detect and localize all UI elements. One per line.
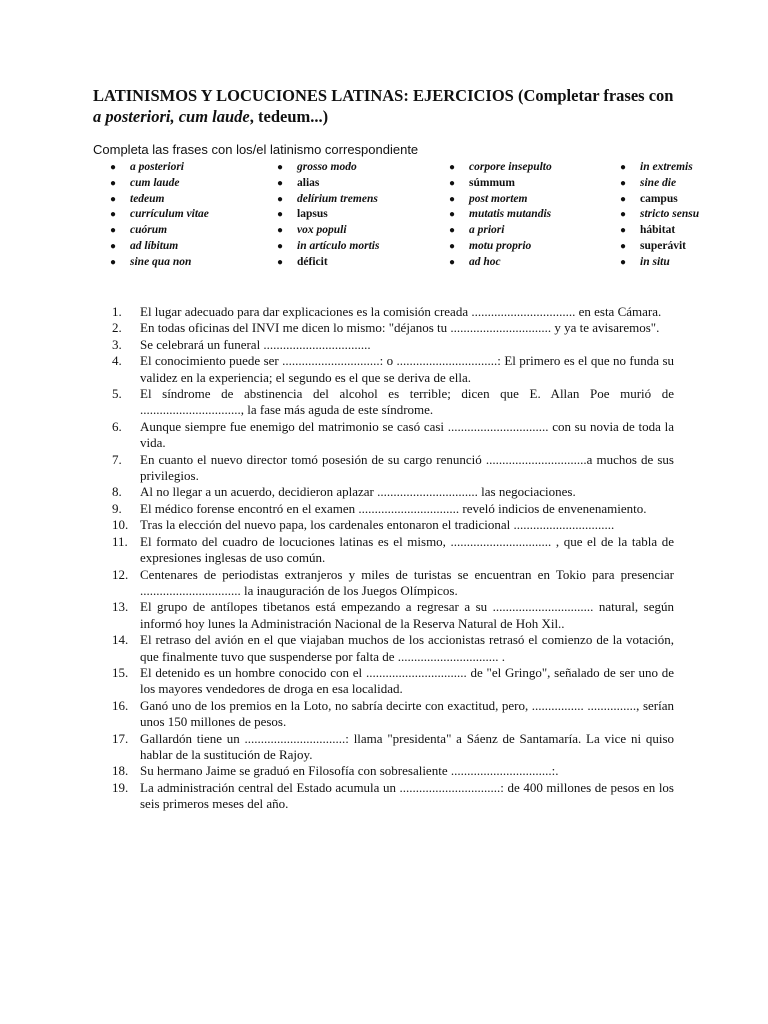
term-label: cuórum: [130, 224, 168, 237]
exercise-text: Su hermano Jaime se graduó en Filosofía con sobresaliente ...............................:.: [140, 763, 559, 779]
term-label: súmmum: [469, 176, 516, 189]
exercise-number: 6.: [112, 418, 122, 434]
term-label: corpore insepulto: [469, 161, 552, 173]
term-label: campus: [640, 192, 678, 205]
term-label: mutatis mutandis: [469, 208, 552, 221]
exercise-number: 4.: [112, 353, 122, 369]
bullet-icon: ●: [109, 240, 117, 252]
bullet-icon: ●: [276, 162, 284, 173]
bullet-icon: ●: [276, 240, 284, 252]
term-label: in extremis: [640, 161, 693, 173]
exercise-item: [112, 698, 674, 731]
term-label: post mortem: [469, 192, 528, 205]
term-label: ad líbitum: [130, 239, 179, 252]
term-label: superávit: [640, 239, 686, 252]
bullet-icon: ●: [109, 256, 117, 268]
bullet-icon: ●: [276, 225, 284, 237]
bullet-icon: ●: [619, 177, 627, 189]
exercise-item: [112, 780, 674, 813]
term-label: vox populi: [297, 224, 347, 237]
term-label: tedeum: [130, 192, 165, 205]
bullet-icon: ●: [109, 209, 117, 221]
term-label: hábitat: [640, 224, 676, 237]
bullet-icon: ●: [448, 225, 456, 237]
exercise-text: El lugar adecuado para dar explicaciones es la comisión creada ................................ en esta Cámara.: [140, 304, 662, 319]
term-label: in artículo mortis: [297, 239, 380, 252]
exercise-text: El detenido es un hombre conocido con el ............................... de "el Gringo", señalado de ser uno de los mayores vendedores de droga en esa localidad.: [140, 664, 674, 697]
term-label: sine die: [640, 176, 677, 189]
exercise-number: 16.: [112, 697, 129, 713]
exercise-item: [112, 501, 674, 517]
exercise-number: 14.: [112, 632, 129, 648]
exercise-text: En cuanto el nuevo director tomó posesión de su cargo renunció ...............................a muchos de sus privilegios.: [140, 451, 674, 484]
exercise-number: 17.: [112, 730, 129, 746]
bullet-icon: ●: [448, 162, 456, 173]
term-label: lapsus: [297, 208, 328, 221]
exercise-item: [112, 763, 674, 779]
term-label: alias: [297, 176, 320, 189]
exercise-item: [112, 386, 674, 419]
term-label: currículum vitae: [130, 208, 209, 221]
exercise-text: El grupo de antílopes tibetanos está empezando a regresar a su ............................... natural, según informó hoy lunes la Administración Nacional de la Reserva Natural de Hoh Xil..: [140, 599, 674, 631]
exercise-number: 9.: [112, 500, 122, 516]
bullet-icon: ●: [109, 193, 117, 205]
instructions: Completa las frases con los/el latinismo correspondiente: [93, 142, 419, 157]
term-label: motu proprio: [469, 239, 532, 252]
exercise-item: [112, 452, 674, 485]
exercise-list: [112, 304, 674, 813]
bullet-icon: ●: [448, 209, 456, 221]
exercise-item: [112, 632, 674, 665]
title-part-1: LATINISMOS Y LOCUCIONES LATINAS: EJERCICIOS (Completar frases con: [93, 86, 674, 105]
exercise-item: [112, 517, 674, 533]
exercise-item: [112, 320, 674, 336]
title-part-2: , tedeum...): [249, 107, 329, 126]
exercise-number: 18.: [112, 763, 129, 779]
exercise-item: [112, 419, 674, 452]
term-label: déficit: [297, 255, 328, 268]
exercise-number: 7.: [112, 451, 122, 467]
exercise-text: El conocimiento puede ser ..............................: o ...............................: El primero es el que no funda su validez en la experiencia; el segundo es el que se deriva de ella.: [140, 353, 674, 385]
exercise-text: El formato del cuadro de locuciones latinas es el mismo, ............................... , que el de la tabla de expresiones inglesas de uso común.: [140, 533, 674, 566]
bullet-icon: ●: [276, 256, 284, 268]
exercise-item: [112, 567, 674, 600]
exercise-text: Ganó uno de los premios en la Loto, no sabría decirte con exactitud, pero, ................ ..............., serían unos 150 millones de pesos.: [140, 697, 674, 730]
bullet-icon: ●: [109, 177, 117, 189]
term-label: sine qua non: [130, 255, 192, 268]
term-label: cum laude: [130, 176, 180, 189]
exercise-item: [112, 484, 674, 500]
exercise-text: El médico forense encontró en el examen ............................... reveló indicios de envenenamiento.: [140, 500, 647, 516]
exercise-text: Se celebrará un funeral .................................: [140, 336, 371, 352]
exercise-number: 8.: [112, 484, 122, 500]
exercise-text: Centenares de periodistas extranjeros y miles de turistas se encuentran en Tokio para presenciar ............................... la inauguración de los Juegos Olímpicos.: [140, 566, 674, 598]
exercise-number: 1.: [112, 304, 122, 319]
bullet-icon: ●: [448, 193, 456, 205]
term-label: ad hoc: [469, 255, 501, 268]
bullet-icon: ●: [619, 240, 627, 252]
exercise-number: 2.: [112, 320, 122, 336]
exercise-number: 13.: [112, 599, 129, 615]
exercise-number: 12.: [112, 566, 129, 582]
exercise-number: 10.: [112, 517, 129, 533]
exercise-item: [112, 665, 674, 698]
exercise-number: 11.: [112, 533, 128, 549]
bullet-icon: ●: [448, 240, 456, 252]
exercise-item: [112, 731, 674, 764]
exercise-item: [112, 337, 674, 353]
exercise-item: [112, 304, 674, 320]
bullet-icon: ●: [619, 193, 627, 205]
bullet-icon: ●: [619, 256, 627, 268]
term-label: in situ: [640, 255, 670, 268]
bullet-icon: ●: [109, 162, 117, 173]
bullet-icon: ●: [448, 256, 456, 268]
exercise-text: El síndrome de abstinencia del alcohol es terrible; dicen que E. Allan Poe murió de ..............................., la fase más aguda de este síndrome.: [140, 386, 674, 418]
term-label: delírium tremens: [297, 192, 378, 205]
exercise-text: Aunque siempre fue enemigo del matrimonio se casó casi ............................... con su novia de toda la vida.: [140, 418, 674, 451]
exercise-text: El retraso del avión en el que viajaban muchos de los accionistas retrasó el comienzo de la votación, que finalmente tuvo que suspenderse por falta de ............................... .: [140, 632, 674, 664]
exercise-text: Gallardón tiene un ...............................: llama "presidenta" a Sáenz de Santamaría. La vice ni quiso hablar de la sustitución de Rajoy.: [140, 730, 674, 762]
exercise-text: La administración central del Estado acumula un ...............................: de 400 millones de pesos en los seis primeros meses del año.: [140, 779, 674, 812]
term-label: stricto sensu: [640, 208, 700, 221]
bullet-icon: ●: [619, 162, 627, 173]
bullet-icon: ●: [448, 177, 456, 189]
exercise-item: [112, 353, 674, 386]
term-label: grosso modo: [297, 161, 357, 173]
exercise-number: 5.: [112, 386, 122, 402]
bullet-icon: ●: [109, 225, 117, 237]
exercise-text: En todas oficinas del INVI me dicen lo mismo: "déjanos tu ............................... y ya te avisaremos".: [140, 320, 660, 336]
bullet-icon: ●: [619, 209, 627, 221]
bullet-icon: ●: [276, 209, 284, 221]
exercise-text: Tras la elección del nuevo papa, los cardenales entonaron el tradicional ...............................: [140, 517, 615, 533]
bullet-icon: ●: [276, 177, 284, 189]
exercise-number: 15.: [112, 664, 129, 680]
term-label: a posteriori: [130, 161, 184, 173]
exercise-text: Al no llegar a un acuerdo, decidieron aplazar ............................... las negociaciones.: [140, 484, 576, 500]
exercise-item: [112, 599, 674, 632]
page-title: [93, 85, 683, 127]
term-label: a priori: [469, 224, 505, 237]
exercise-number: 3.: [112, 336, 122, 352]
bullet-icon: ●: [276, 193, 284, 205]
bullet-icon: ●: [619, 225, 627, 237]
title-italic-part: a posteriori, cum laude: [93, 107, 250, 126]
exercise-number: 19.: [112, 779, 129, 795]
exercise-item: [112, 534, 674, 567]
